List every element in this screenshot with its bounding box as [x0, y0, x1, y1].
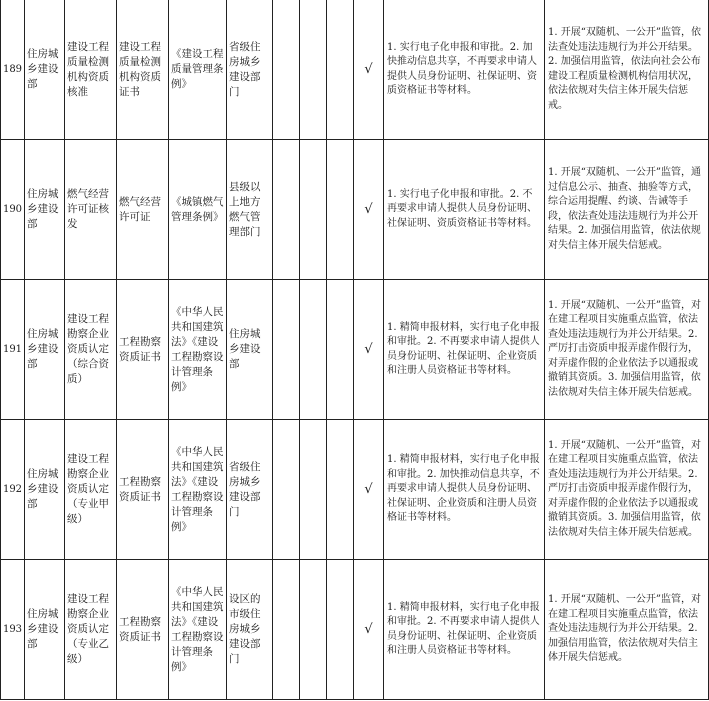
supervision-measures-cell: 1. 开展“双随机、一公开”监管，对在建工程项目实施重点监管，依法查处违法违规行为并公开结果。2. 严厉打击资质申报弄虚作假行为，对弄虚作假的企业依法予以通报或撤销其资质。3. 加强信用监管，依法依规对失信主体开展失信惩戒。 — [545, 420, 709, 560]
reform-option-cell — [327, 420, 354, 560]
certificate-cell: 工程勘察资质证书 — [117, 420, 169, 560]
legal-basis-cell: 《中华人民共和国建筑法》《建设工程勘察设计管理条例》 — [169, 280, 227, 420]
supervision-measures-cell: 1. 开展“双随机、一公开”监管，依法查处违法违规行为并公开结果。2. 加强信用监管，依法向社会公布建设工程质量检测机构信用状况，依法依规对失信主体开展失信惩戒。 — [545, 0, 709, 140]
supervision-measures-cell: 1. 开展“双随机、一公开”监管，对在建工程项目实施重点监管，依法查处违法违规行为并公开结果。2. 严厉打击资质申报弄虚作假行为，对弄虚作假的企业依法予以通报或撤销其资质。3. 加强信用监管，依法依规对失信主体开展失信惩戒。 — [545, 280, 709, 420]
certificate-cell: 工程勘察资质证书 — [117, 280, 169, 420]
reform-option-cell — [300, 0, 327, 140]
item-name-cell: 建设工程勘察企业资质认定（专业甲级） — [65, 420, 117, 560]
reform-measures-cell: 1. 精简申报材料，实行电子化申报和审批。2. 加快推动信息共享，不再要求申请人提供人员身份证明、社保证明、企业资质和注册人员资格证书等材料。 — [384, 420, 545, 560]
reform-option-cell — [300, 560, 327, 700]
reform-option-cell — [327, 140, 354, 280]
approval-authority-cell: 县级以上地方燃气管理部门 — [227, 140, 273, 280]
reform-option-cell — [273, 0, 300, 140]
item-name-cell: 建设工程勘察企业资质认定（专业乙级） — [65, 560, 117, 700]
reform-option-cell — [273, 140, 300, 280]
approval-authority-cell: 省级住房城乡建设部门 — [227, 420, 273, 560]
checkmark-cell: √ — [354, 0, 384, 140]
checkmark-cell: √ — [354, 140, 384, 280]
certificate-cell: 燃气经营许可证 — [117, 140, 169, 280]
table-row — [1, 420, 709, 560]
certificate-cell: 工程勘察资质证书 — [117, 560, 169, 700]
row-number: 191 — [1, 280, 25, 420]
table-row — [1, 140, 709, 280]
department-cell: 住房城乡建设部 — [25, 560, 65, 700]
table-row — [1, 0, 709, 140]
certificate-cell: 建设工程质量检测机构资质证书 — [117, 0, 169, 140]
reform-option-cell — [273, 420, 300, 560]
approval-authority-cell: 住房城乡建设部 — [227, 280, 273, 420]
legal-basis-cell: 《中华人民共和国建筑法》《建设工程勘察设计管理条例》 — [169, 420, 227, 560]
table-row — [1, 280, 709, 420]
reform-measures-cell: 1. 精简申报材料，实行电子化申报和审批。2. 不再要求申请人提供人员身份证明、社保证明、企业资质和注册人员资格证书等材料。 — [384, 280, 545, 420]
item-name-cell: 建设工程勘察企业资质认定（综合资质） — [65, 280, 117, 420]
row-number: 193 — [1, 560, 25, 700]
item-name-cell: 建设工程质量检测机构资质核准 — [65, 0, 117, 140]
supervision-measures-cell: 1. 开展“双随机、一公开”监管，通过信息公示、抽查、抽验等方式，综合运用提醒、约谈、告诫等手段，依法查处违法违规行为并公开结果。2. 加强信用监管，依法依规对失信主体开展失信惩戒。 — [545, 140, 709, 280]
legal-basis-cell: 《城镇燃气管理条例》 — [169, 140, 227, 280]
reform-option-cell — [300, 140, 327, 280]
reform-option-cell — [273, 560, 300, 700]
reform-option-cell — [327, 280, 354, 420]
reform-option-cell — [300, 280, 327, 420]
approval-authority-cell: 设区的市级住房城乡建设部门 — [227, 560, 273, 700]
department-cell: 住房城乡建设部 — [25, 280, 65, 420]
department-cell: 住房城乡建设部 — [25, 420, 65, 560]
checkmark-cell: √ — [354, 420, 384, 560]
reform-measures-cell: 1. 实行电子化申报和审批。2. 不再要求申请人提供人员身份证明、社保证明、资质资格证书等材料。 — [384, 140, 545, 280]
checkmark-cell: √ — [354, 560, 384, 700]
reform-option-cell — [273, 280, 300, 420]
reform-option-cell — [327, 560, 354, 700]
item-name-cell: 燃气经营许可证核发 — [65, 140, 117, 280]
row-number: 189 — [1, 0, 25, 140]
legal-basis-cell: 《建设工程质量管理条例》 — [169, 0, 227, 140]
legal-basis-cell: 《中华人民共和国建筑法》《建设工程勘察设计管理条例》 — [169, 560, 227, 700]
row-number: 192 — [1, 420, 25, 560]
table-row — [1, 560, 709, 700]
department-cell: 住房城乡建设部 — [25, 0, 65, 140]
reform-measures-cell: 1. 精简申报材料，实行电子化申报和审批。2. 不再要求申请人提供人员身份证明、社保证明、企业资质和注册人员资格证书等材料。 — [384, 560, 545, 700]
department-cell: 住房城乡建设部 — [25, 140, 65, 280]
supervision-measures-cell: 1. 开展“双随机、一公开”监管，对在建工程项目实施重点监管，依法查处违法违规行为并公开结果。2. 加强信用监管，依法依规对失信主体开展失信惩戒。 — [545, 560, 709, 700]
reform-option-cell — [300, 420, 327, 560]
approval-authority-cell: 省级住房城乡建设部门 — [227, 0, 273, 140]
row-number: 190 — [1, 140, 25, 280]
reform-option-cell — [327, 0, 354, 140]
checkmark-cell: √ — [354, 280, 384, 420]
reform-measures-cell: 1. 实行电子化申报和审批。2. 加快推动信息共享，不再要求申请人提供人员身份证明、社保证明、资质资格证书等材料。 — [384, 0, 545, 140]
